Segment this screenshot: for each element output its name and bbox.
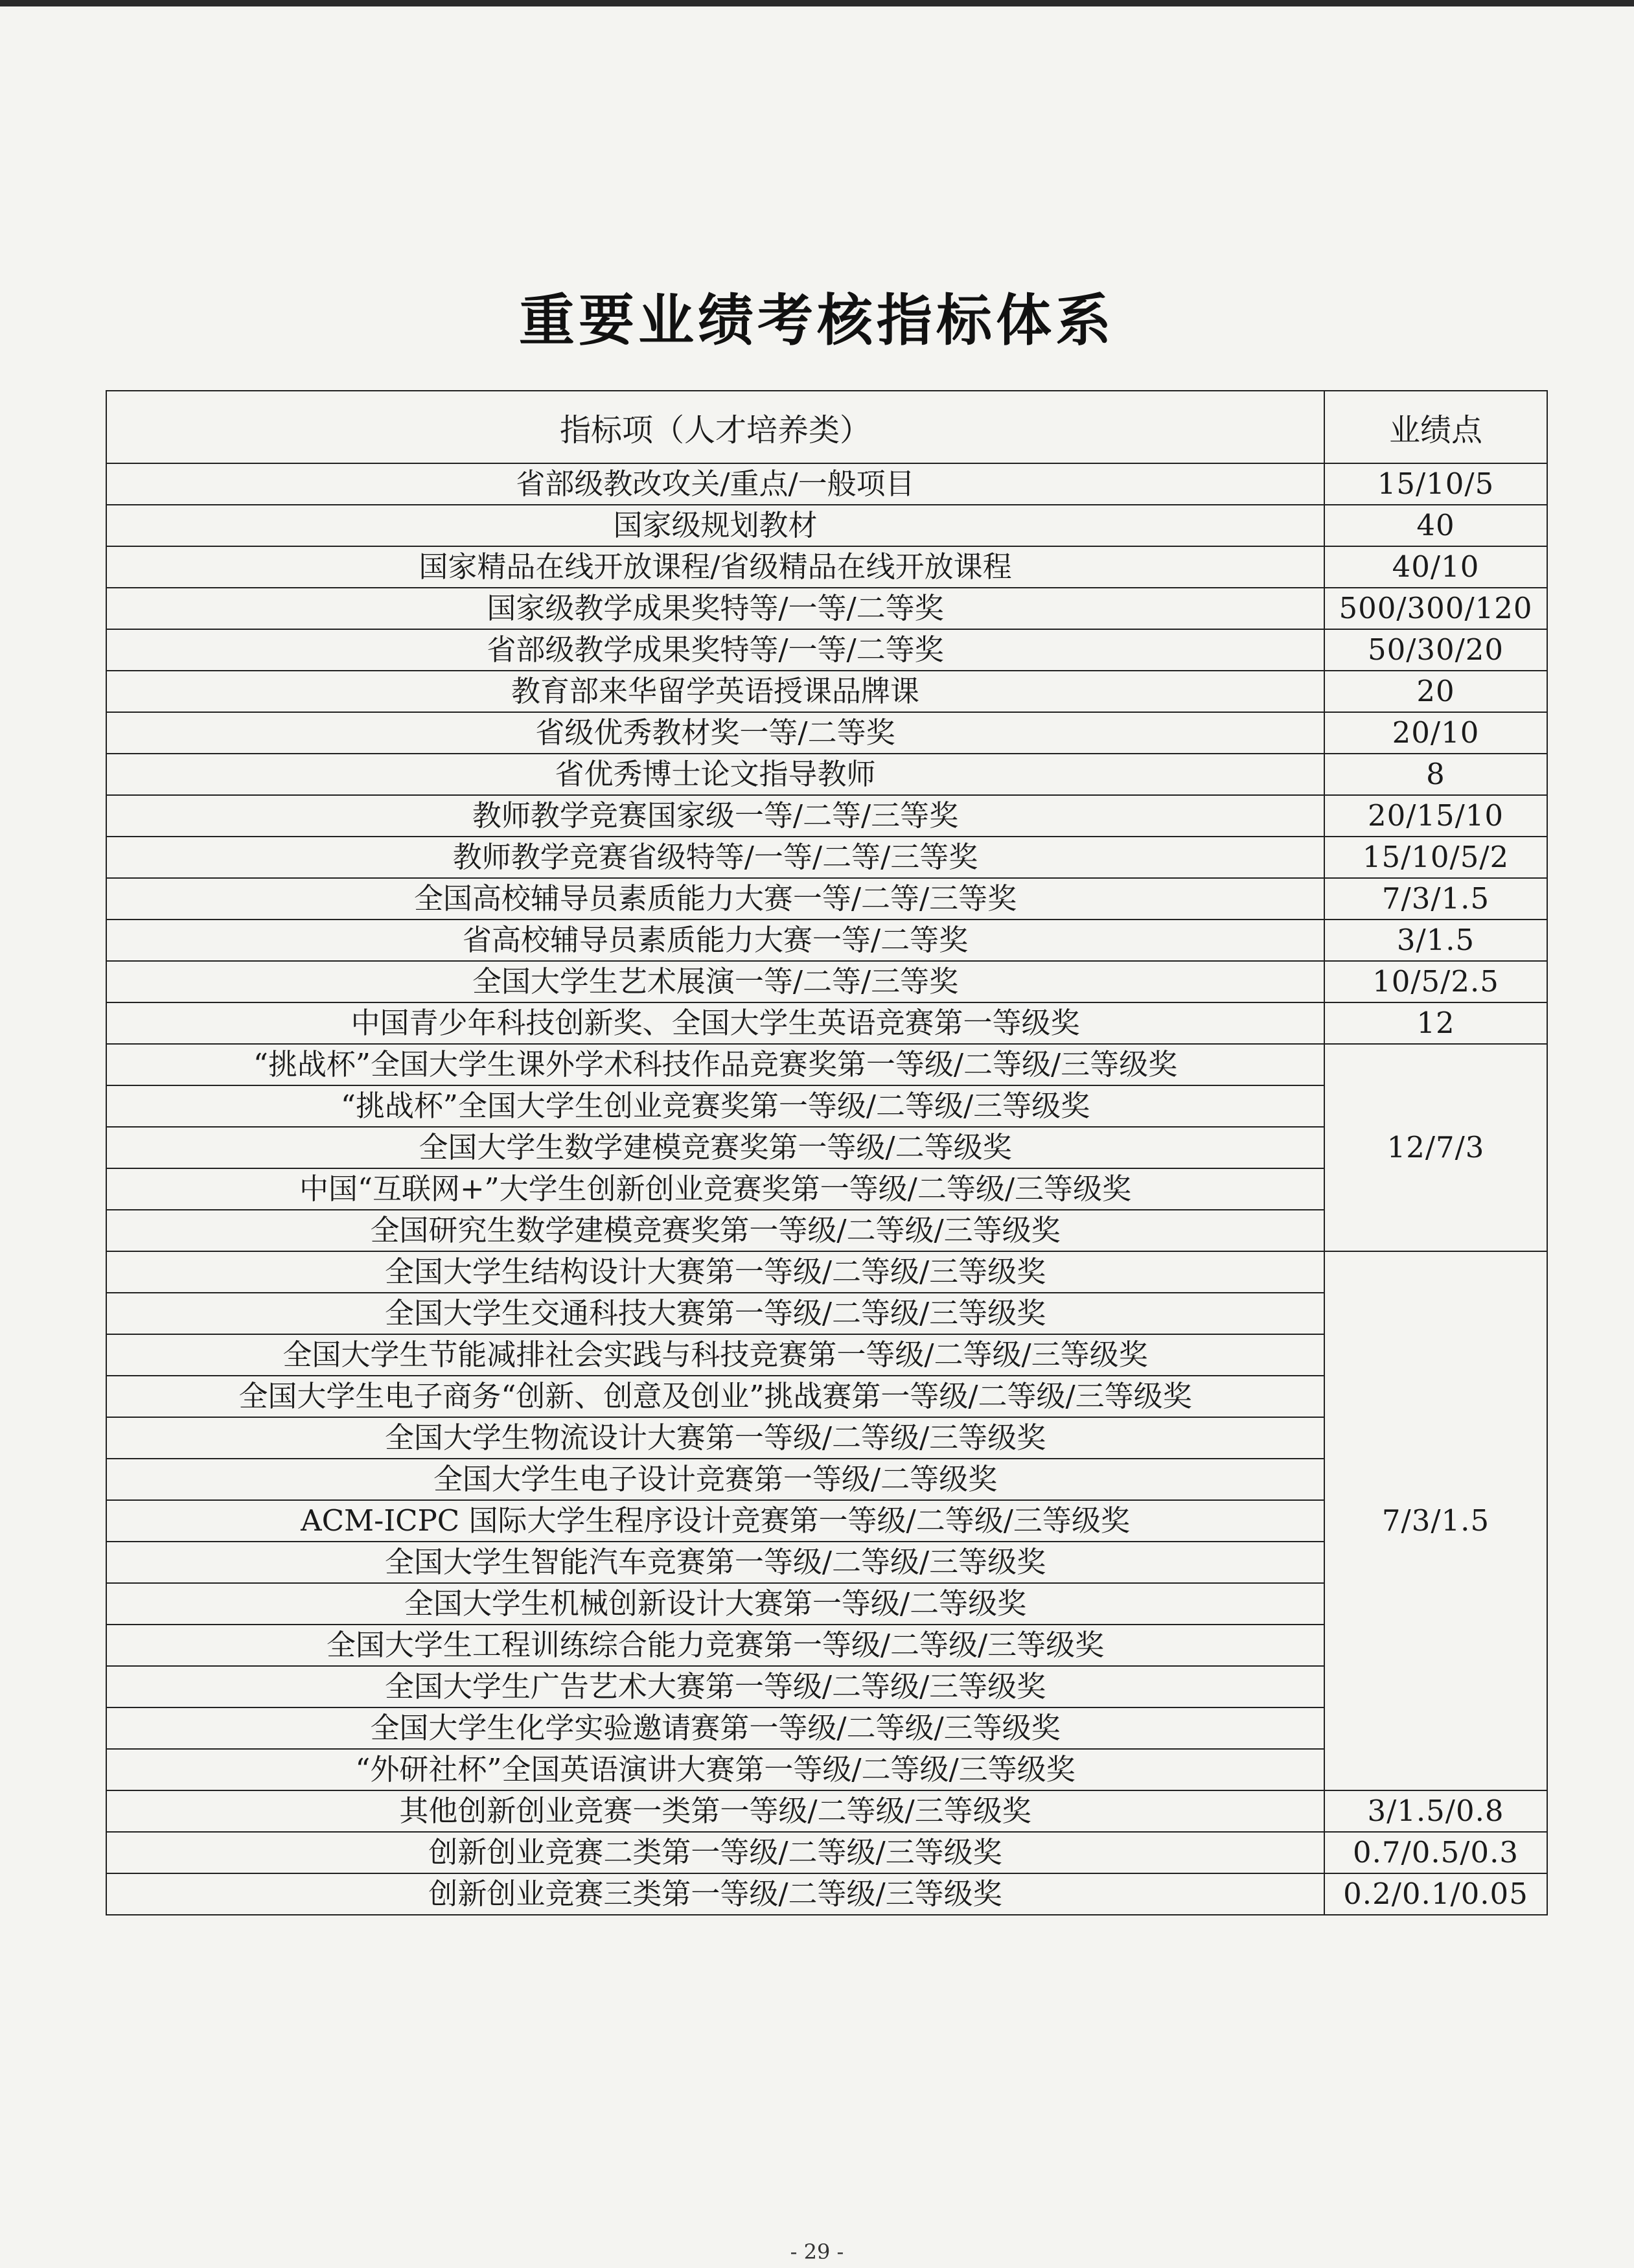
- page-number: - 29 -: [790, 2239, 844, 2264]
- indicator-item-cell: 全国高校辅导员素质能力大赛一等/二等/三等奖: [106, 878, 1324, 920]
- table-row: [106, 629, 1547, 671]
- indicator-item-cell: 省高校辅导员素质能力大赛一等/二等奖: [106, 920, 1324, 961]
- scan-top-edge: [0, 0, 1634, 6]
- indicator-item-cell: “挑战杯”全国大学生课外学术科技作品竞赛奖第一等级/二等级/三等级奖: [106, 1044, 1324, 1085]
- points-cell: 7/3/1.5: [1324, 1251, 1547, 1790]
- indicator-item-cell: 全国大学生物流设计大赛第一等级/二等级/三等级奖: [106, 1417, 1324, 1459]
- points-cell: 15/10/5: [1324, 463, 1547, 505]
- table-row: [106, 795, 1547, 837]
- points-cell: 3/1.5: [1324, 920, 1547, 961]
- indicator-item-cell: 国家级教学成果奖特等/一等/二等奖: [106, 588, 1324, 629]
- points-cell: 50/30/20: [1324, 629, 1547, 671]
- indicator-item-cell: 全国大学生广告艺术大赛第一等级/二等级/三等级奖: [106, 1666, 1324, 1707]
- table-row: [106, 546, 1547, 588]
- points-cell: 15/10/5/2: [1324, 837, 1547, 878]
- table-row: [106, 754, 1547, 795]
- indicator-item-cell: 国家级规划教材: [106, 505, 1324, 546]
- indicator-item-cell: 创新创业竞赛二类第一等级/二等级/三等级奖: [106, 1832, 1324, 1873]
- table-row: [106, 463, 1547, 505]
- indicator-item-cell: 省优秀博士论文指导教师: [106, 754, 1324, 795]
- indicator-item-cell: 全国研究生数学建模竞赛奖第一等级/二等级/三等级奖: [106, 1210, 1324, 1251]
- points-cell: 20/10: [1324, 712, 1547, 754]
- table-row: [106, 1002, 1547, 1044]
- points-cell: 0.2/0.1/0.05: [1324, 1873, 1547, 1915]
- table-row: [106, 1832, 1547, 1873]
- points-cell: 12/7/3: [1324, 1044, 1547, 1251]
- indicator-item-cell: 全国大学生交通科技大赛第一等级/二等级/三等级奖: [106, 1293, 1324, 1334]
- indicator-item-cell: 全国大学生艺术展演一等/二等/三等奖: [106, 961, 1324, 1002]
- page-title: 重要业绩考核指标体系: [519, 288, 1115, 353]
- header-points: 业绩点: [1324, 391, 1547, 463]
- indicator-item-cell: 省部级教学成果奖特等/一等/二等奖: [106, 629, 1324, 671]
- indicator-item-cell: 中国青少年科技创新奖、全国大学生英语竞赛第一等级奖: [106, 1002, 1324, 1044]
- points-cell: 10/5/2.5: [1324, 961, 1547, 1002]
- table-row: [106, 1044, 1547, 1085]
- indicator-item-cell: 全国大学生智能汽车竞赛第一等级/二等级/三等级奖: [106, 1542, 1324, 1583]
- indicator-item-cell: 全国大学生工程训练综合能力竞赛第一等级/二等级/三等级奖: [106, 1625, 1324, 1666]
- indicator-item-cell: 省级优秀教材奖一等/二等奖: [106, 712, 1324, 754]
- table-row: [106, 712, 1547, 754]
- indicator-item-cell: 全国大学生化学实验邀请赛第一等级/二等级/三等级奖: [106, 1707, 1324, 1749]
- points-cell: 20: [1324, 671, 1547, 712]
- table-row: [106, 505, 1547, 546]
- points-cell: 20/15/10: [1324, 795, 1547, 837]
- table-row: [106, 671, 1547, 712]
- indicator-item-cell: “挑战杯”全国大学生创业竞赛奖第一等级/二等级/三等级奖: [106, 1085, 1324, 1127]
- table-body: [106, 463, 1547, 1915]
- indicator-item-cell: 教师教学竞赛省级特等/一等/二等/三等奖: [106, 837, 1324, 878]
- header-item: 指标项（人才培养类）: [106, 391, 1324, 463]
- indicator-item-cell: 全国大学生数学建模竞赛奖第一等级/二等级奖: [106, 1127, 1324, 1168]
- points-cell: 3/1.5/0.8: [1324, 1790, 1547, 1832]
- table-row: [106, 837, 1547, 878]
- indicator-item-cell: ACM-ICPC 国际大学生程序设计竞赛第一等级/二等级/三等级奖: [106, 1500, 1324, 1542]
- indicator-item-cell: 创新创业竞赛三类第一等级/二等级/三等级奖: [106, 1873, 1324, 1915]
- points-cell: 7/3/1.5: [1324, 878, 1547, 920]
- table-row: [106, 920, 1547, 961]
- indicator-item-cell: 全国大学生结构设计大赛第一等级/二等级/三等级奖: [106, 1251, 1324, 1293]
- indicator-item-cell: “外研社杯”全国英语演讲大赛第一等级/二等级/三等级奖: [106, 1749, 1324, 1790]
- indicator-item-cell: 省部级教改攻关/重点/一般项目: [106, 463, 1324, 505]
- points-cell: 12: [1324, 1002, 1547, 1044]
- indicator-item-cell: 国家精品在线开放课程/省级精品在线开放课程: [106, 546, 1324, 588]
- points-cell: 40: [1324, 505, 1547, 546]
- table-row: [106, 961, 1547, 1002]
- table-row: [106, 1790, 1547, 1832]
- indicator-table: [106, 390, 1548, 1915]
- points-cell: 500/300/120: [1324, 588, 1547, 629]
- table-row: [106, 1873, 1547, 1915]
- indicator-item-cell: 教师教学竞赛国家级一等/二等/三等奖: [106, 795, 1324, 837]
- indicator-item-cell: 全国大学生电子设计竞赛第一等级/二等级奖: [106, 1459, 1324, 1500]
- indicator-item-cell: 全国大学生机械创新设计大赛第一等级/二等级奖: [106, 1583, 1324, 1625]
- indicator-item-cell: 全国大学生节能减排社会实践与科技竞赛第一等级/二等级/三等级奖: [106, 1334, 1324, 1376]
- points-cell: 8: [1324, 754, 1547, 795]
- indicator-item-cell: 其他创新创业竞赛一类第一等级/二等级/三等级奖: [106, 1790, 1324, 1832]
- points-cell: 40/10: [1324, 546, 1547, 588]
- indicator-item-cell: 中国“互联网+”大学生创新创业竞赛奖第一等级/二等级/三等级奖: [106, 1168, 1324, 1210]
- indicator-item-cell: 教育部来华留学英语授课品牌课: [106, 671, 1324, 712]
- table-row: [106, 878, 1547, 920]
- table-row: [106, 1251, 1547, 1293]
- table-header-row: [106, 391, 1547, 463]
- points-cell: 0.7/0.5/0.3: [1324, 1832, 1547, 1873]
- indicator-item-cell: 全国大学生电子商务“创新、创意及创业”挑战赛第一等级/二等级/三等级奖: [106, 1376, 1324, 1417]
- table-row: [106, 588, 1547, 629]
